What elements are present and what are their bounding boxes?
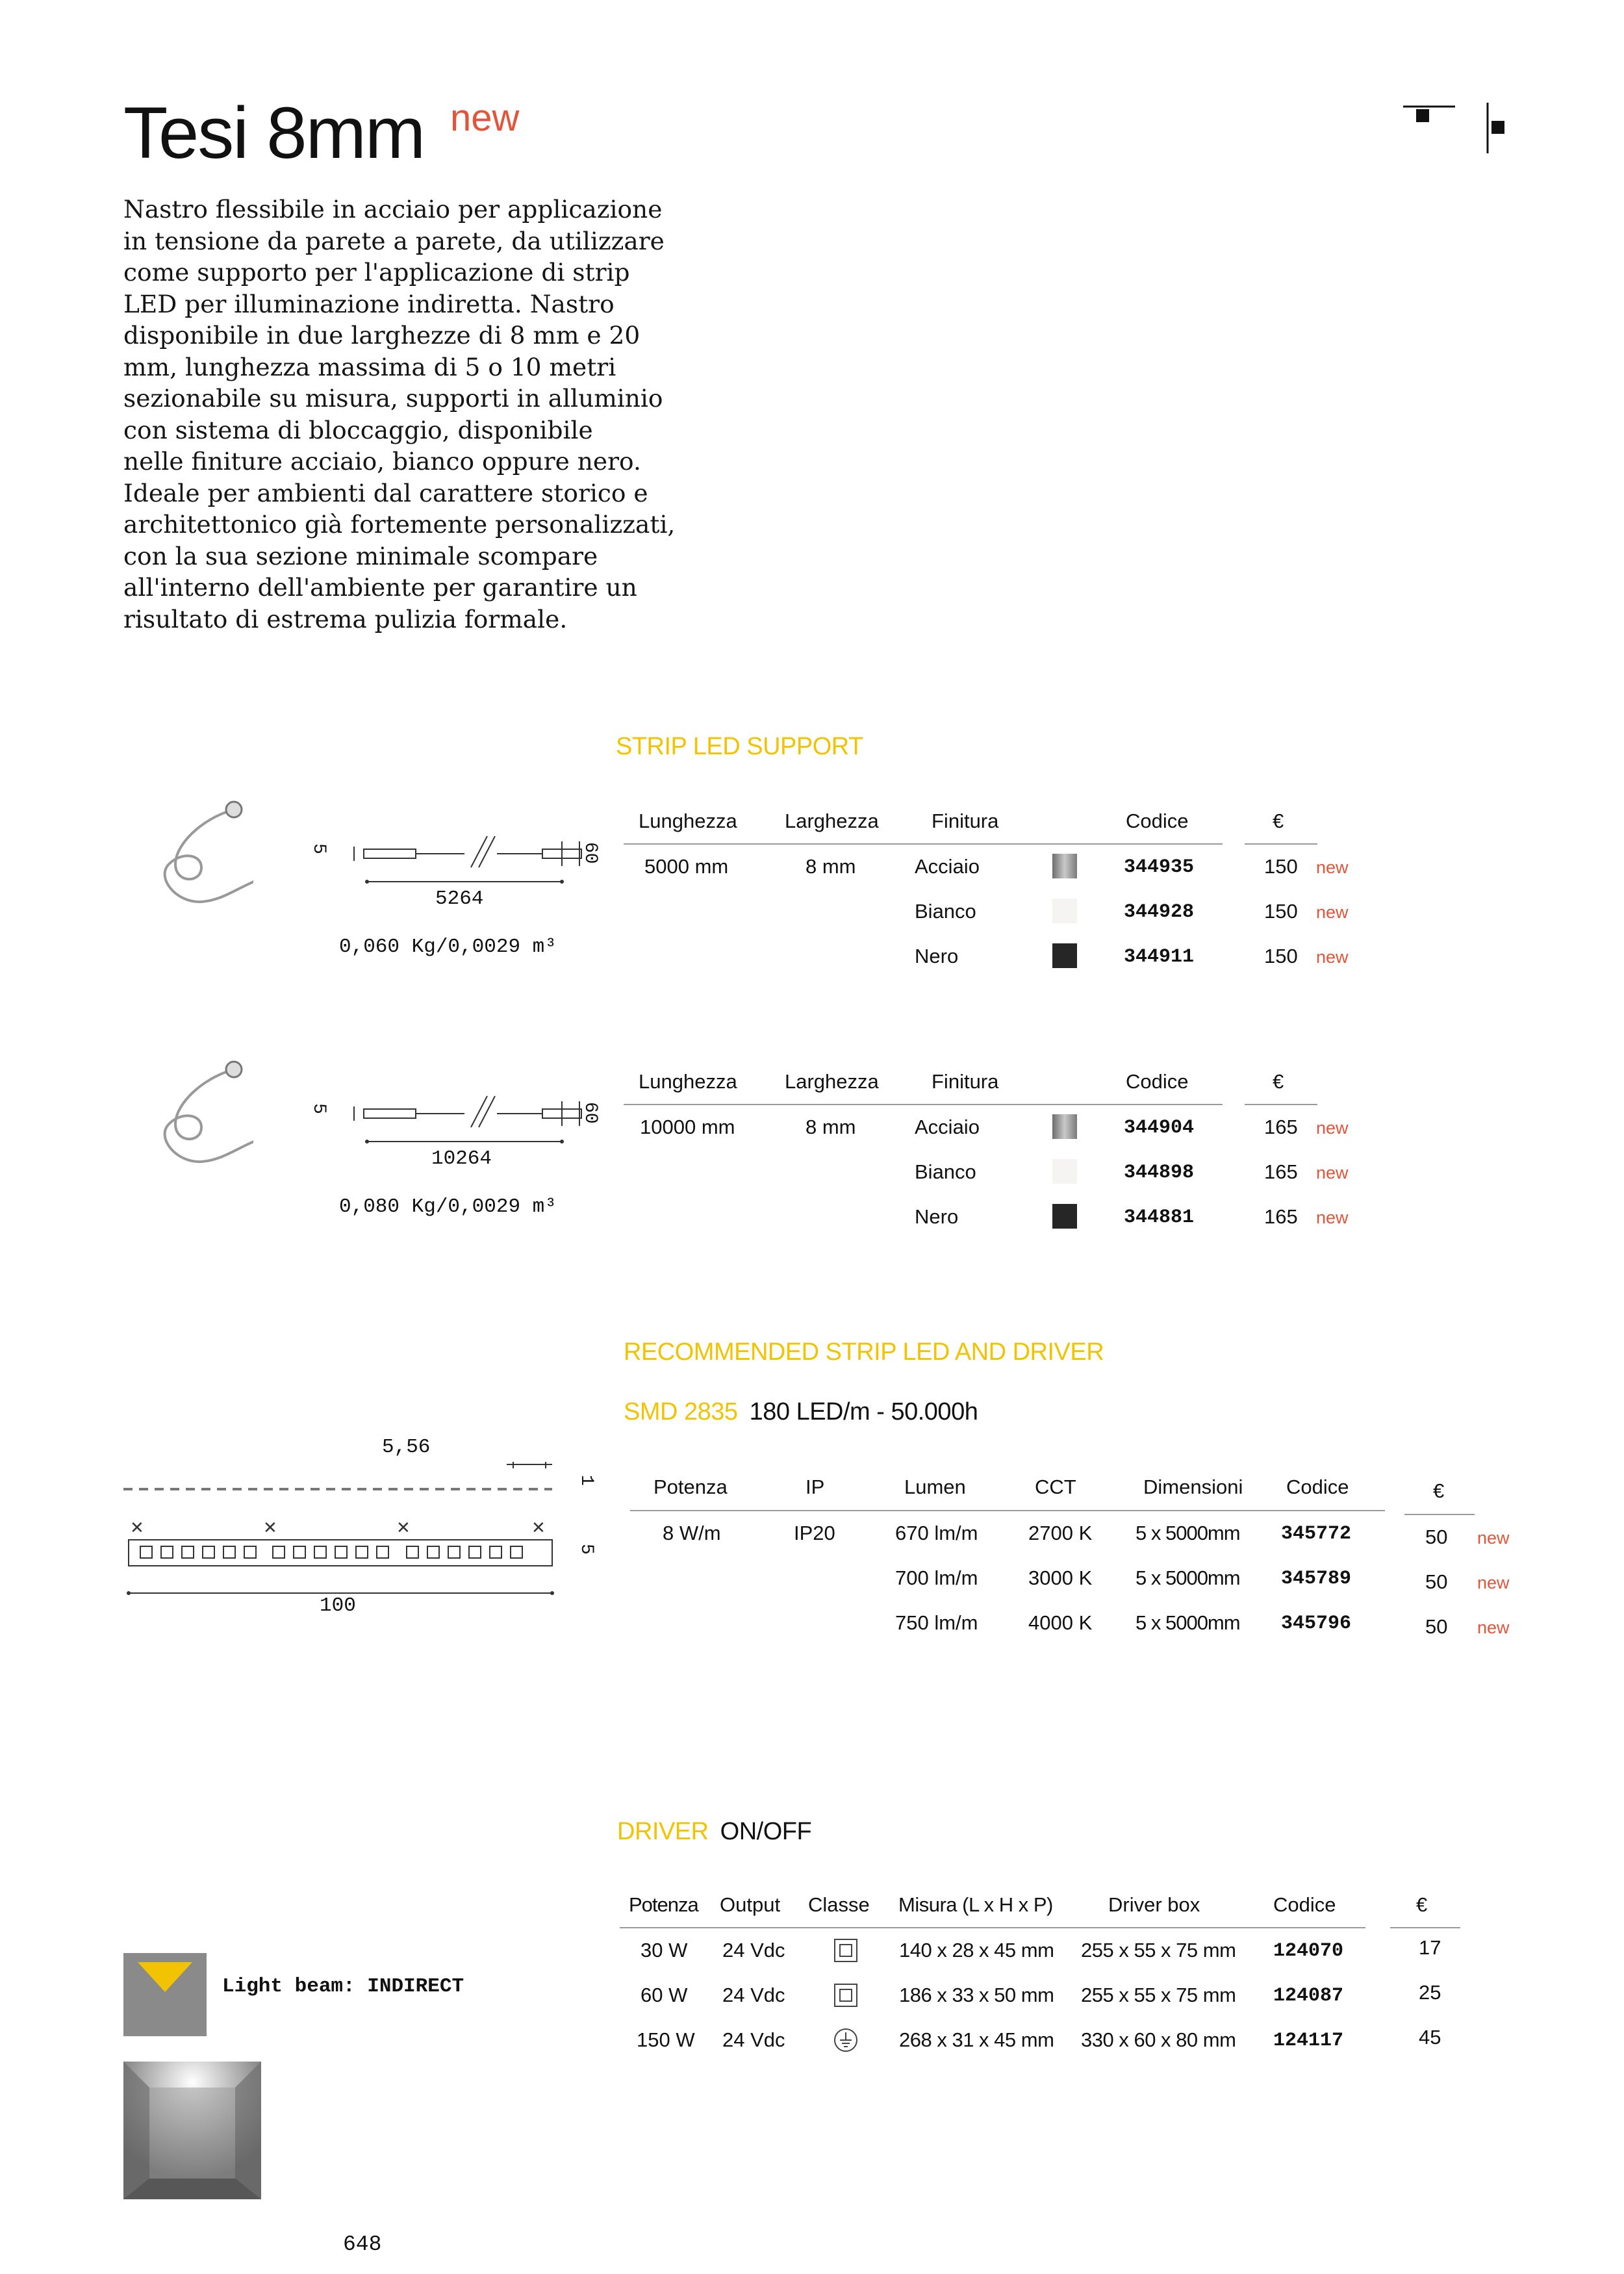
finish-swatch-acciaio <box>1052 1114 1077 1139</box>
page-number: 648 <box>343 2232 382 2256</box>
description-line: in tensione da parete a parete, da utilizzare <box>123 226 665 255</box>
cell-codice: 345772 <box>1281 1523 1352 1545</box>
cell-driver-box: 255 x 55 x 75 mm <box>1081 1939 1236 1961</box>
new-badge: new <box>1477 1528 1510 1548</box>
dim-right-label: 60 <box>580 1102 600 1124</box>
dim-left-label: 5 <box>309 1103 329 1114</box>
cell-codice: 344911 <box>1124 946 1195 968</box>
description-line: nelle finiture acciaio, bianco oppure nero. <box>123 447 641 476</box>
cell-lunghezza: 5000 mm <box>644 855 729 878</box>
col-header-euro: € <box>1273 1070 1284 1093</box>
cell-prezzo: 50 <box>1425 1615 1448 1638</box>
cell-cct: 4000 K <box>1028 1611 1093 1634</box>
col-header-euro: € <box>1416 1893 1428 1916</box>
cell-misura: 268 x 31 x 45 mm <box>899 2028 1054 2051</box>
header-divider <box>624 1104 1223 1105</box>
cell-prezzo: 165 <box>1264 1205 1298 1228</box>
cell-dimensioni: 5 x 5000mm <box>1136 1566 1240 1589</box>
cell-prezzo: 50 <box>1425 1570 1448 1593</box>
header-divider <box>624 843 1223 845</box>
cell-output: 24 Vdc <box>722 1939 785 1961</box>
smd-label: SMD 2835 <box>624 1398 738 1425</box>
header-divider <box>1390 1927 1460 1928</box>
cell-lumen: 670 lm/m <box>895 1522 978 1544</box>
weight-volume-label: 0,060 Kg/0,0029 m³ <box>339 936 557 958</box>
cell-codice: 344928 <box>1124 901 1195 923</box>
finish-swatch-bianco <box>1052 899 1077 923</box>
cell-prezzo: 150 <box>1264 945 1298 967</box>
led-width-label: 5 <box>576 1544 596 1555</box>
col-header-output: Output <box>720 1893 781 1916</box>
col-header-finitura: Finitura <box>932 810 999 832</box>
description-line: con sistema di bloccaggio, disponibile <box>123 415 593 444</box>
cell-finitura: Bianco <box>915 1160 976 1183</box>
description-line: architettonico già fortemente personalizzati, <box>123 510 676 539</box>
cell-prezzo: 150 <box>1264 855 1298 878</box>
dim-right-label: 60 <box>580 842 600 864</box>
col-header-finitura: Finitura <box>932 1070 999 1093</box>
mounting-type-icon <box>1403 97 1520 156</box>
indirect-beam-icon <box>123 1953 207 2036</box>
weight-volume-label: 0,080 Kg/0,0029 m³ <box>339 1195 557 1218</box>
new-badge: new <box>1316 1208 1349 1227</box>
description-line: con la sua sezione minimale scompare <box>123 541 598 570</box>
description-line: risultato di estrema pulizia formale. <box>123 604 568 633</box>
class-ii-icon <box>833 1937 859 1963</box>
cell-larghezza: 8 mm <box>806 855 856 878</box>
product-photo-strip-support <box>136 793 253 936</box>
cell-codice: 344881 <box>1124 1207 1195 1229</box>
cell-misura: 140 x 28 x 45 mm <box>899 1939 1054 1961</box>
description-line: come supporto per l'applicazione di strip <box>123 258 630 287</box>
cell-finitura: Nero <box>915 1205 959 1228</box>
cell-prezzo: 165 <box>1264 1116 1298 1138</box>
col-header-dimensioni: Dimensioni <box>1143 1476 1243 1498</box>
cell-driver-box: 330 x 60 x 80 mm <box>1081 2028 1236 2051</box>
new-badge: new <box>1316 947 1349 967</box>
new-badge: new <box>1316 858 1349 877</box>
header-divider <box>1245 1104 1317 1105</box>
driver-subheading: ON/OFF <box>720 1818 812 1845</box>
cell-lumen: 750 lm/m <box>895 1611 978 1634</box>
cell-codice: 124070 <box>1273 1940 1344 1962</box>
finish-swatch-acciaio <box>1052 854 1077 878</box>
led-pitch-label: 5,56 <box>382 1436 431 1459</box>
page-title: Tesi 8mm <box>123 92 425 173</box>
col-header-potenza: Potenza <box>653 1476 728 1498</box>
col-header-lunghezza: Lunghezza <box>639 1070 737 1093</box>
cell-output: 24 Vdc <box>722 2028 785 2051</box>
smd-spec: 180 LED/m - 50.000h <box>749 1398 978 1425</box>
finish-swatch-bianco <box>1052 1159 1077 1184</box>
description-line: LED per illuminazione indiretta. Nastro <box>123 289 615 318</box>
col-header-codice: Codice <box>1126 1070 1189 1093</box>
col-header-codice: Codice <box>1126 810 1189 832</box>
header-divider <box>1404 1514 1475 1515</box>
cell-finitura: Nero <box>915 945 959 967</box>
light-beam-label: Light beam: INDIRECT <box>222 1975 464 1998</box>
cell-finitura: Bianco <box>915 900 976 923</box>
cell-ip: IP20 <box>794 1522 835 1544</box>
title-new-badge: new <box>450 97 520 139</box>
cell-codice: 124117 <box>1273 2030 1344 2052</box>
class-i-ground-icon <box>833 2027 859 2053</box>
cell-potenza: 8 W/m <box>663 1522 721 1544</box>
cell-prezzo: 150 <box>1264 900 1298 923</box>
dim-length-label: 10264 <box>431 1147 492 1170</box>
col-header-ip: IP <box>806 1476 825 1498</box>
cell-cct: 2700 K <box>1028 1522 1093 1544</box>
cell-finitura: Acciaio <box>915 1116 980 1138</box>
cell-output: 24 Vdc <box>722 1984 785 2006</box>
col-header-codice: Codice <box>1286 1476 1349 1498</box>
led-height-label: 1 <box>576 1475 596 1486</box>
cell-codice: 344904 <box>1124 1117 1195 1139</box>
col-header-larghezza: Larghezza <box>785 810 879 832</box>
new-badge: new <box>1477 1618 1510 1637</box>
cell-potenza: 30 W <box>641 1939 688 1961</box>
product-description <box>123 194 695 635</box>
led-strip-drawing <box>123 1462 591 1618</box>
cell-lunghezza: 10000 mm <box>640 1116 735 1138</box>
col-header-potenza: Potenza <box>629 1893 698 1916</box>
cell-prezzo: 45 <box>1419 2026 1441 2049</box>
cell-codice: 124087 <box>1273 1985 1344 2007</box>
dim-length-label: 5264 <box>435 888 484 910</box>
cell-potenza: 60 W <box>641 1984 688 2006</box>
col-header-lunghezza: Lunghezza <box>639 810 737 832</box>
header-divider <box>630 1510 1385 1511</box>
description-line: Nastro flessibile in acciaio per applicazione <box>123 195 663 224</box>
col-header-larghezza: Larghezza <box>785 1070 879 1093</box>
cell-prezzo: 165 <box>1264 1160 1298 1183</box>
cell-codice: 344898 <box>1124 1162 1195 1184</box>
led-length-label: 100 <box>320 1594 356 1617</box>
new-badge: new <box>1477 1573 1510 1592</box>
cell-lumen: 700 lm/m <box>895 1566 978 1589</box>
new-badge: new <box>1316 1118 1349 1138</box>
cell-potenza: 150 W <box>637 2028 695 2051</box>
col-header-cct: CCT <box>1035 1476 1076 1498</box>
section-heading-strip-support: STRIP LED SUPPORT <box>616 733 863 760</box>
col-header-euro: € <box>1273 810 1284 832</box>
cell-prezzo: 25 <box>1419 1981 1441 2004</box>
col-header-classe: Classe <box>808 1893 870 1916</box>
description-line: mm, lunghezza massima di 5 o 10 metri <box>123 352 616 381</box>
class-ii-icon <box>833 1982 859 2008</box>
cell-dimensioni: 5 x 5000mm <box>1136 1611 1240 1634</box>
cell-cct: 3000 K <box>1028 1566 1093 1589</box>
description-line: all'interno dell'ambiente per garantire un <box>123 573 637 602</box>
header-divider <box>1245 843 1317 845</box>
finish-swatch-nero <box>1052 1204 1077 1229</box>
cell-codice: 344935 <box>1124 856 1195 878</box>
svg-text:✕: ✕ <box>531 1518 546 1538</box>
cell-codice: 345789 <box>1281 1568 1352 1590</box>
smd-heading <box>624 1398 978 1426</box>
cell-prezzo: 17 <box>1419 1936 1441 1959</box>
cell-misura: 186 x 33 x 50 mm <box>899 1984 1054 2006</box>
svg-text:✕: ✕ <box>130 1518 144 1538</box>
section-heading-driver <box>617 1818 811 1846</box>
col-header-driver-box: Driver box <box>1108 1893 1200 1916</box>
light-beam-icon <box>123 1953 207 2036</box>
description-line: disponibile in due larghezze di 8 mm e 20 <box>123 321 641 350</box>
svg-text:✕: ✕ <box>396 1518 411 1538</box>
cell-larghezza: 8 mm <box>806 1116 856 1138</box>
header-divider <box>620 1927 1365 1928</box>
description-line: sezionabile su misura, supporti in alluminio <box>123 384 663 413</box>
cell-prezzo: 50 <box>1425 1526 1448 1548</box>
description-line: Ideale per ambienti dal carattere storico e <box>123 478 648 507</box>
driver-heading: DRIVER <box>617 1818 709 1845</box>
cell-finitura: Acciaio <box>915 855 980 878</box>
col-header-codice: Codice <box>1273 1893 1336 1916</box>
dim-left-label: 5 <box>309 843 329 854</box>
finish-swatch-nero <box>1052 943 1077 968</box>
new-badge: new <box>1316 902 1349 922</box>
cell-codice: 345796 <box>1281 1613 1352 1635</box>
new-badge: new <box>1316 1163 1349 1182</box>
col-header-misura: Misura (L x H x P) <box>898 1893 1053 1916</box>
svg-text:✕: ✕ <box>263 1518 277 1538</box>
col-header-lumen: Lumen <box>904 1476 966 1498</box>
cell-dimensioni: 5 x 5000mm <box>1136 1522 1240 1544</box>
cell-driver-box: 255 x 55 x 75 mm <box>1081 1984 1236 2006</box>
light-effect-image <box>123 2062 261 2199</box>
section-heading-recommended: RECOMMENDED STRIP LED AND DRIVER <box>624 1338 1104 1366</box>
product-photo-strip-support <box>136 1053 253 1195</box>
col-header-euro: € <box>1433 1479 1445 1502</box>
